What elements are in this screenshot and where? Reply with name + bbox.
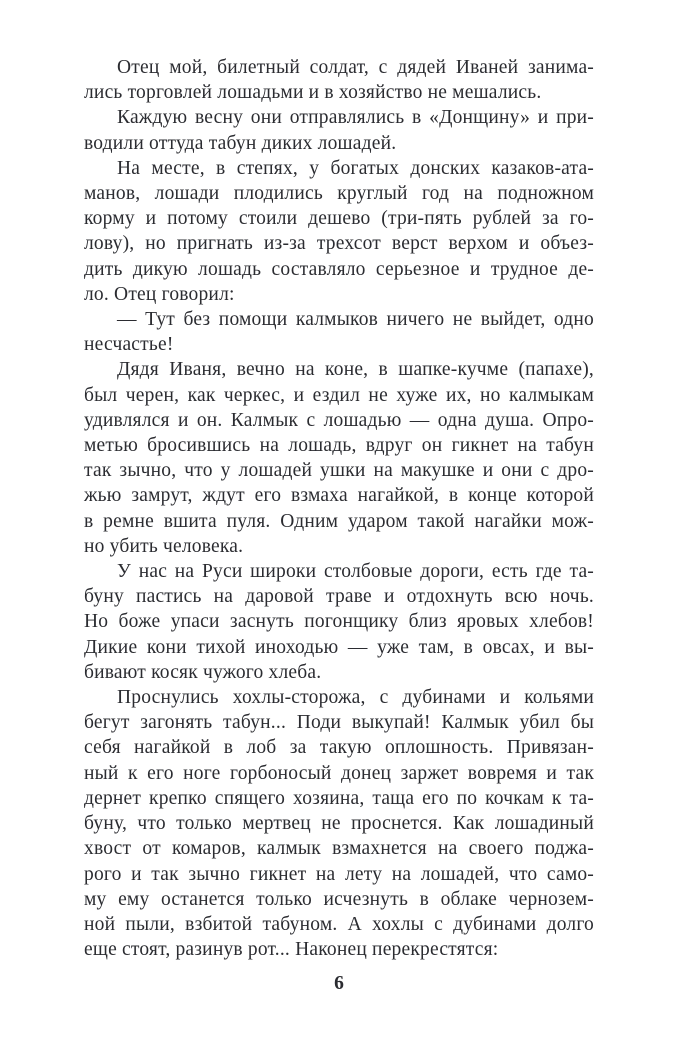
text-line: Каждую весну они отправлялись в «Донщину» и при- [117,107,594,129]
page-text [84,55,594,962]
text-line: удивлялся и он. Калмык с лошадью — одна душа. Опро- [84,409,594,431]
text-line: — Тут без помощи калмыков ничего не выйдет, одно [117,309,594,331]
text-line: ной пыли, взбитой табуном. А хохлы с дубинами долго [84,913,594,935]
text-line: был черен, как черкес, и ездил не хуже их, но калмыкам [84,384,594,406]
text-line: манов, лошади плодились круглый год на подножном [84,183,594,205]
text-line: лову), но пригнать из-за трехсот верст верхом и объез- [84,233,594,255]
paragraph [84,105,594,155]
text-line: в ремне вшита пуля. Одним ударом такой нагайки мож- [84,510,594,532]
text-line: Дикие кони тихой иноходью — уже там, в овсах, и вы- [84,636,594,658]
text-line: бегут загонять табун... Поди выкупай! Калмык убил бы [84,712,594,734]
text-line: буну, что только мертвец не проснется. Как лошадиный [84,813,594,835]
text-line: водили оттуда табун диких лошадей. [84,132,397,154]
text-line: жью замрут, ждут его взмаха нагайкой, в конце которой [84,485,594,507]
paragraph [84,357,594,559]
text-line: дернет крепко спящего хозяина, таща его по кочкам к та- [84,787,594,809]
text-line: Отец мой, билетный солдат, с дядей Иваней занима- [117,57,594,78]
text-line: но убить человека. [84,535,244,557]
paragraph [84,559,594,685]
text-line: На месте, в степях, у богатых донских казаков-ата- [117,157,594,179]
paragraph [84,156,594,307]
text-line: У нас на Руси широки столбовые дороги, есть где та- [117,561,594,583]
text-line: так зычно, что у лошадей ушки на макушке и они с дро- [84,460,594,482]
paragraph [84,685,594,962]
page-number: 6 [334,973,344,994]
text-line: несчастье! [84,334,174,356]
text-line: буну пастись на даровой траве и отдохнуть всю ночь. [84,586,594,608]
text-line: корму и потому стоили дешево (три-пять рублей за го- [84,208,594,230]
text-line: Но боже упаси заснуть погонщику близ яровых хлебов! [84,611,594,633]
text-line: себя нагайкой в лоб за такую оплошность. Привязан- [84,737,594,759]
paragraph [84,55,594,105]
text-line: хвост от комаров, калмык взмахнется на своего поджа- [84,838,594,860]
text-line: ло. Отец говорил: [84,283,235,305]
text-line: Проснулись хохлы-сторожа, с дубинами и кольями [117,687,594,709]
text-line: му ему останется только исчезнуть в облаке чернозем- [84,888,594,910]
text-line: метью бросившись на лошадь, вдруг он гикнет на табун [84,435,594,457]
text-line: еще стоят, разинув рот... Наконец перекрестятся: [84,939,499,961]
text-line: дить дикую лошадь составляло серьезное и трудное де- [84,258,594,280]
text-line: ный к его ноге горбоносый донец заржет вовремя и так [84,762,594,784]
text-line: рого и так зычно гикнет на лету на лошадей, что само- [84,863,594,885]
text-line: лись торговлей лошадьми и в хозяйство не мешались. [84,82,542,104]
paragraph [84,307,594,357]
text-line: бивают косяк чужого хлеба. [84,661,322,683]
text-line: Дядя Иваня, вечно на коне, в шапке-кучме (папахе), [117,359,594,381]
